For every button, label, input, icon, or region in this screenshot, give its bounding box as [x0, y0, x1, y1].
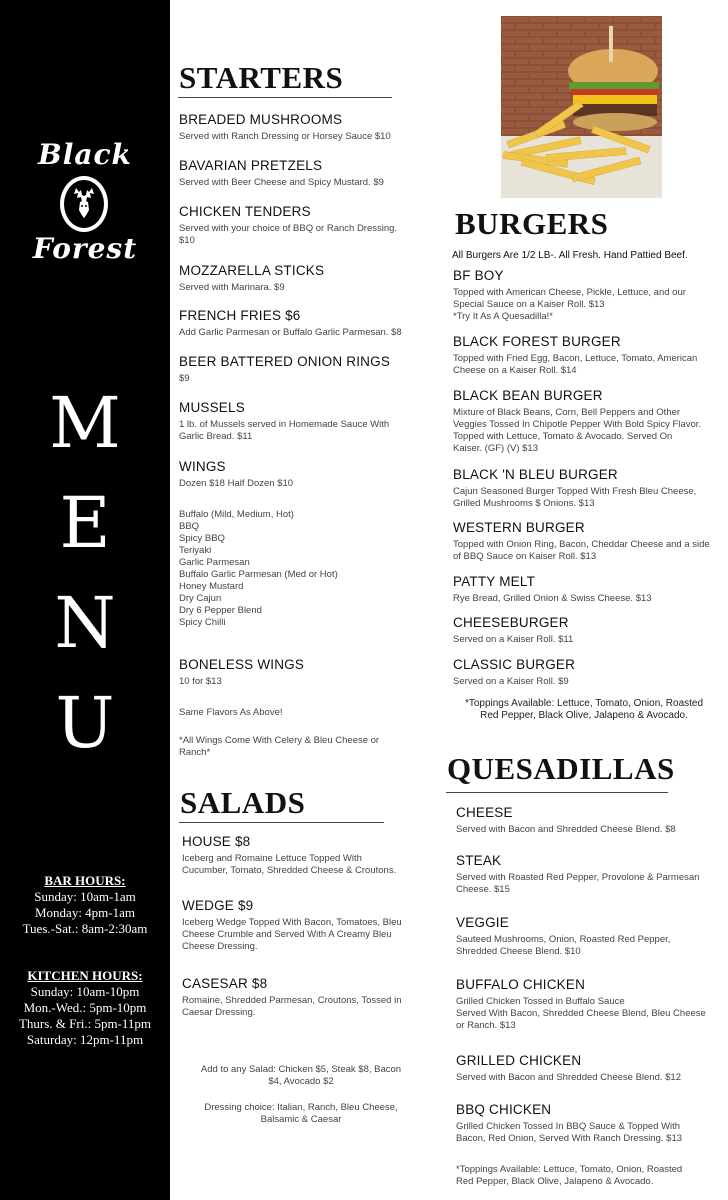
- sidebar: [0, 0, 170, 1200]
- item-desc: Romaine, Shredded Parmesan, Croutons, Tossed in Caesar Dressing.: [182, 995, 402, 1018]
- kitchen-hours-title: KITCHEN HOURS:: [27, 968, 143, 983]
- kitchen-hours-line: Mon.-Wed.: 5pm-10pm: [23, 1000, 147, 1015]
- same-flavors-note: Same Flavors As Above!: [179, 707, 283, 718]
- item-desc: 1 lb. of Mussels served in Homemade Sauce With Garlic Bread. $11: [179, 419, 390, 442]
- kitchen-hours-line: Saturday: 12pm-11pm: [26, 1032, 144, 1047]
- quesadilla-item: [456, 1053, 681, 1084]
- item-desc: Cajun Seasoned Burger Topped With Fresh Bleu Cheese, Grilled Mushrooms $ Onions. $13: [453, 486, 697, 509]
- wings-note: *All Wings Come With Celery & Bleu Cheese or Ranch*: [179, 735, 380, 758]
- burgers-title: BURGERS: [455, 206, 609, 241]
- starter-item: [179, 354, 390, 385]
- item-desc: Sauteed Mushrooms, Onion, Roasted Red Pepper, Shredded Cheese Blend. $10: [456, 934, 671, 957]
- kitchen-hours-line: Thurs. & Fri.: 5pm-11pm: [18, 1016, 152, 1031]
- item-desc: $9: [179, 373, 190, 384]
- item-desc: Served with Bacon and Shredded Cheese Blend. $12: [456, 1072, 681, 1083]
- item-name: CHEESE: [456, 805, 513, 820]
- starter-item: [179, 400, 389, 443]
- burger-item: [453, 615, 573, 646]
- item-desc: Served with Beer Cheese and Spicy Mustard. $9: [179, 177, 384, 188]
- item-name: MOZZARELLA STICKS: [179, 263, 325, 278]
- item-desc: Served with Ranch Dressing or Horsey Sauce $10: [179, 131, 391, 142]
- bar-hours-line: Tues.-Sat.: 8am-2:30am: [22, 921, 148, 936]
- item-desc: Topped with Onion Ring, Bacon, Cheddar Cheese and a side of BBQ Sauce on Kaiser Roll. $13: [453, 539, 710, 562]
- starter-item: [179, 204, 397, 247]
- burger-item: [453, 574, 652, 605]
- starter-item: [179, 459, 293, 490]
- menu-letter-n: N: [54, 582, 116, 664]
- kitchen-hours-line: Sunday: 10am-10pm: [30, 984, 140, 999]
- item-name: BEER BATTERED ONION RINGS: [179, 354, 391, 369]
- quesadilla-item: [456, 915, 670, 958]
- bar-hours-title: BAR HOURS:: [44, 873, 126, 888]
- item-desc: Served with your choice of BBQ or Ranch Dressing. $10: [179, 223, 398, 246]
- quesadillas-rule: [446, 792, 668, 793]
- menu-letter-u: U: [55, 682, 115, 764]
- item-desc: Iceberg Wedge Topped With Bacon, Tomatoes, Bleu Cheese Crumble and Served With A Creamy Bleu Cheese Dressing.: [182, 917, 402, 952]
- salad-item: [182, 834, 396, 877]
- starters-title: STARTERS: [179, 60, 344, 95]
- item-desc: Served with Marinara. $9: [179, 282, 285, 293]
- burger-toppings-note: *Toppings Available: Lettuce, Tomato, Onion, Roasted Red Pepper, Black Olive, Jalapeno & Avocado.: [464, 698, 704, 721]
- item-name: CASESAR $8: [182, 976, 268, 991]
- quesadilla-item: [456, 1102, 682, 1145]
- item-name: WEDGE $9: [182, 898, 254, 913]
- item-name: GRILLED CHICKEN: [456, 1053, 582, 1068]
- quesadilla-item: [456, 977, 706, 1032]
- item-name: CHEESEBURGER: [453, 615, 569, 630]
- item-desc: Mixture of Black Beans, Corn, Bell Peppers and Other Veggies Tossed In Chipotle Pepper With Bold Spicy Flavor. Topped with Lettuce, Tomato & Avocado. Served On Kaiser. (GF) (V) $13: [453, 407, 702, 454]
- item-desc: 10 for $13: [179, 676, 222, 687]
- item-name: WESTERN BURGER: [453, 520, 585, 535]
- wing-flavors-list: Buffalo (Mild, Medium, Hot) BBQ Spicy BBQ Teriyaki Garlic Parmesan Buffalo Garlic Parmesan (Med or Hot) Honey Mustard Dry Cajun Dry 6 Pepper Blend Spicy Chilli: [179, 509, 338, 628]
- starter-item: [179, 657, 304, 688]
- burger-and-fries-photo: [501, 16, 662, 198]
- item-name: BLACK FOREST BURGER: [453, 334, 621, 349]
- item-name: BLACK BEAN BURGER: [453, 388, 603, 403]
- item-name: CHICKEN TENDERS: [179, 204, 311, 219]
- item-name: MUSSELS: [179, 400, 245, 415]
- burgers-subtitle: All Burgers Are 1/2 LB-. All Fresh. Hand Pattied Beef.: [452, 250, 688, 261]
- item-desc: Topped with American Cheese, Pickle, Lettuce, and our Special Sauce on a Kaiser Roll. $13 *Try It As A Quesadilla!*: [453, 287, 686, 322]
- item-name: STEAK: [456, 853, 502, 868]
- dressing-note: Dressing choice: Italian, Ranch, Bleu Cheese, Balsamic & Caesar: [204, 1102, 398, 1125]
- item-desc: Rye Bread, Grilled Onion & Swiss Cheese. $13: [453, 593, 652, 604]
- item-desc: Served on a Kaiser Roll. $11: [453, 634, 574, 645]
- starters-rule: [178, 97, 392, 98]
- item-desc: Topped with Fried Egg, Bacon, Lettuce, Tomato, American Cheese on a Kaiser Roll. $14: [453, 353, 698, 376]
- brand-name-line1: Black: [38, 138, 132, 171]
- quesadilla-item: [456, 805, 676, 836]
- brand-logo: [20, 136, 150, 276]
- item-name: BF BOY: [453, 268, 504, 283]
- item-name: WINGS: [179, 459, 226, 474]
- menu-letter-m: M: [49, 382, 121, 464]
- item-name: BUFFALO CHICKEN: [456, 977, 586, 992]
- item-name: HOUSE $8: [182, 834, 251, 849]
- menu-letter-e: E: [59, 482, 111, 564]
- starter-item: [179, 308, 402, 339]
- salad-item: [182, 976, 402, 1019]
- item-name: BREADED MUSHROOMS: [179, 112, 343, 127]
- salad-add-note: Add to any Salad: Chicken $5, Steak $8, Bacon $4, Avocado $2: [200, 1064, 402, 1087]
- starter-item: [179, 263, 324, 294]
- item-desc: Served with Bacon and Shredded Cheese Blend. $8: [456, 824, 676, 835]
- item-name: VEGGIE: [456, 915, 509, 930]
- quesadillas-title: QUESADILLAS: [447, 751, 675, 786]
- item-desc: Dozen $18 Half Dozen $10: [179, 478, 294, 489]
- item-name: FRENCH FRIES $6: [179, 308, 301, 323]
- deer-head-icon: [60, 176, 108, 232]
- burger-item: [453, 268, 686, 323]
- item-desc: Add Garlic Parmesan or Buffalo Garlic Parmesan. $8: [179, 327, 402, 338]
- burger-item: [453, 467, 696, 510]
- item-desc: Iceberg and Romaine Lettuce Topped With Cucumber, Tomato, Shredded Cheese & Croutons.: [182, 853, 397, 876]
- item-name: PATTY MELT: [453, 574, 536, 589]
- burger-item: [453, 520, 710, 563]
- bar-hours-line: Monday: 4pm-1am: [34, 905, 135, 920]
- item-desc: Served with Roasted Red Pepper, Provolone & Parmesan Cheese. $15: [456, 872, 700, 895]
- starter-item: [179, 112, 391, 143]
- bar-hours-line: Sunday: 10am-1am: [34, 889, 136, 904]
- bar-hours: [0, 873, 170, 937]
- quesadilla-item: [456, 853, 699, 896]
- item-desc: Served on a Kaiser Roll. $9: [453, 676, 569, 687]
- item-name: BAVARIAN PRETZELS: [179, 158, 323, 173]
- item-name: BLACK 'N BLEU BURGER: [453, 467, 618, 482]
- salad-item: [182, 898, 402, 953]
- item-desc: Grilled Chicken Tossed in Buffalo Sauce Served With Bacon, Shredded Cheese Blend, Bleu Cheese or Ranch. $13: [456, 996, 706, 1031]
- item-name: BONELESS WINGS: [179, 657, 305, 672]
- kitchen-hours: [0, 968, 170, 1048]
- item-name: CLASSIC BURGER: [453, 657, 576, 672]
- item-name: BBQ CHICKEN: [456, 1102, 552, 1117]
- item-desc: Grilled Chicken Tossed In BBQ Sauce & Topped With Bacon, Red Onion, Served With Ranch Dressing. $13: [456, 1121, 683, 1144]
- starter-item: [179, 158, 384, 189]
- brand-name-line2: Forest: [32, 232, 138, 265]
- burger-item: [453, 388, 701, 455]
- burger-item: [453, 334, 697, 377]
- burger-item: [453, 657, 575, 688]
- quesadilla-toppings-note: *Toppings Available: Lettuce, Tomato, Onion, Roasted Red Pepper, Black Olive, Jalapeno & Avocado.: [456, 1164, 683, 1187]
- salads-title: SALADS: [180, 785, 306, 820]
- salads-rule: [179, 822, 384, 823]
